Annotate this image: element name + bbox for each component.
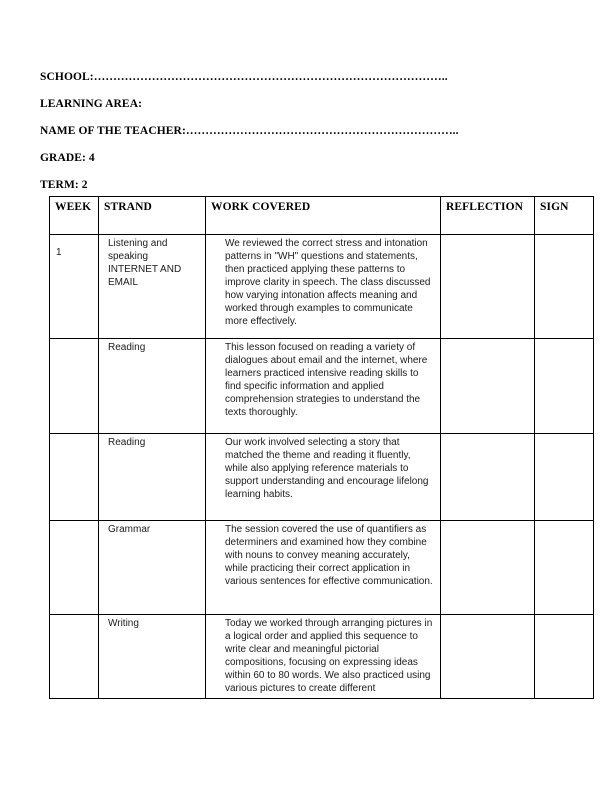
reflection-cell — [441, 615, 535, 699]
term-line: TERM: 2 — [40, 179, 88, 191]
learning-area-line: LEARNING AREA: — [40, 98, 143, 110]
sign-cell — [535, 521, 594, 615]
school-line: SCHOOL:……………………………………………………………………………….. — [40, 71, 448, 83]
work-covered-cell: This lesson focused on reading a variety of dialogues about email and the internet, where learners practiced intensive reading skills to find specific information and applied comprehension strategies to understand the texts thoroughly. — [206, 339, 441, 434]
teacher-name-line: NAME OF THE TEACHER:…………………………………………………………….. — [40, 125, 459, 137]
table-header-row — [50, 197, 594, 235]
sign-cell — [535, 615, 594, 699]
week-cell — [50, 615, 99, 699]
week-cell — [50, 434, 99, 521]
sign-cell — [535, 434, 594, 521]
table-row — [50, 339, 594, 434]
grade-line: GRADE: 4 — [40, 152, 95, 164]
scheme-of-work-table — [49, 196, 594, 699]
table-row — [50, 235, 594, 339]
strand-cell: Grammar — [99, 521, 206, 615]
table-row — [50, 615, 594, 699]
work-covered-cell: The session covered the use of quantifiers as determiners and examined how they combine with nouns to convey meaning accurately, while practicing their correct application in various sentences for effective communication. — [206, 521, 441, 615]
work-covered-cell: We reviewed the correct stress and intonation patterns in "WH" questions and statements, then practiced applying these patterns to improve clarity in speech. The class discussed how varying intonation affects meaning and worked through examples to communicate more effectively. — [206, 235, 441, 339]
sign-cell — [535, 235, 594, 339]
work-covered-cell: Our work involved selecting a story that matched the theme and reading it fluently, while also applying reference materials to support understanding and encourage lifelong learning habits. — [206, 434, 441, 521]
strand-cell: Writing — [99, 615, 206, 699]
week-cell — [50, 339, 99, 434]
strand-cell: Listening and speaking INTERNET AND EMAIL — [99, 235, 206, 339]
reflection-cell — [441, 235, 535, 339]
week-cell: 1 — [50, 235, 99, 339]
reflection-cell — [441, 434, 535, 521]
column-header-sign: SIGN — [535, 197, 594, 235]
strand-cell: Reading — [99, 339, 206, 434]
column-header-week: WEEK — [50, 197, 99, 235]
work-covered-cell: Today we worked through arranging pictures in a logical order and applied this sequence to write clear and meaningful pictorial compositions, focusing on expressing ideas within 60 to 80 words. We also practiced using various pictures to create different — [206, 615, 441, 699]
table-row — [50, 521, 594, 615]
reflection-cell — [441, 521, 535, 615]
column-header-work-covered: WORK COVERED — [206, 197, 441, 235]
table-row — [50, 434, 594, 521]
document-header — [40, 70, 592, 205]
column-header-reflection: REFLECTION — [441, 197, 535, 235]
week-cell — [50, 521, 99, 615]
sign-cell — [535, 339, 594, 434]
column-header-strand: STRAND — [99, 197, 206, 235]
strand-cell: Reading — [99, 434, 206, 521]
reflection-cell — [441, 339, 535, 434]
